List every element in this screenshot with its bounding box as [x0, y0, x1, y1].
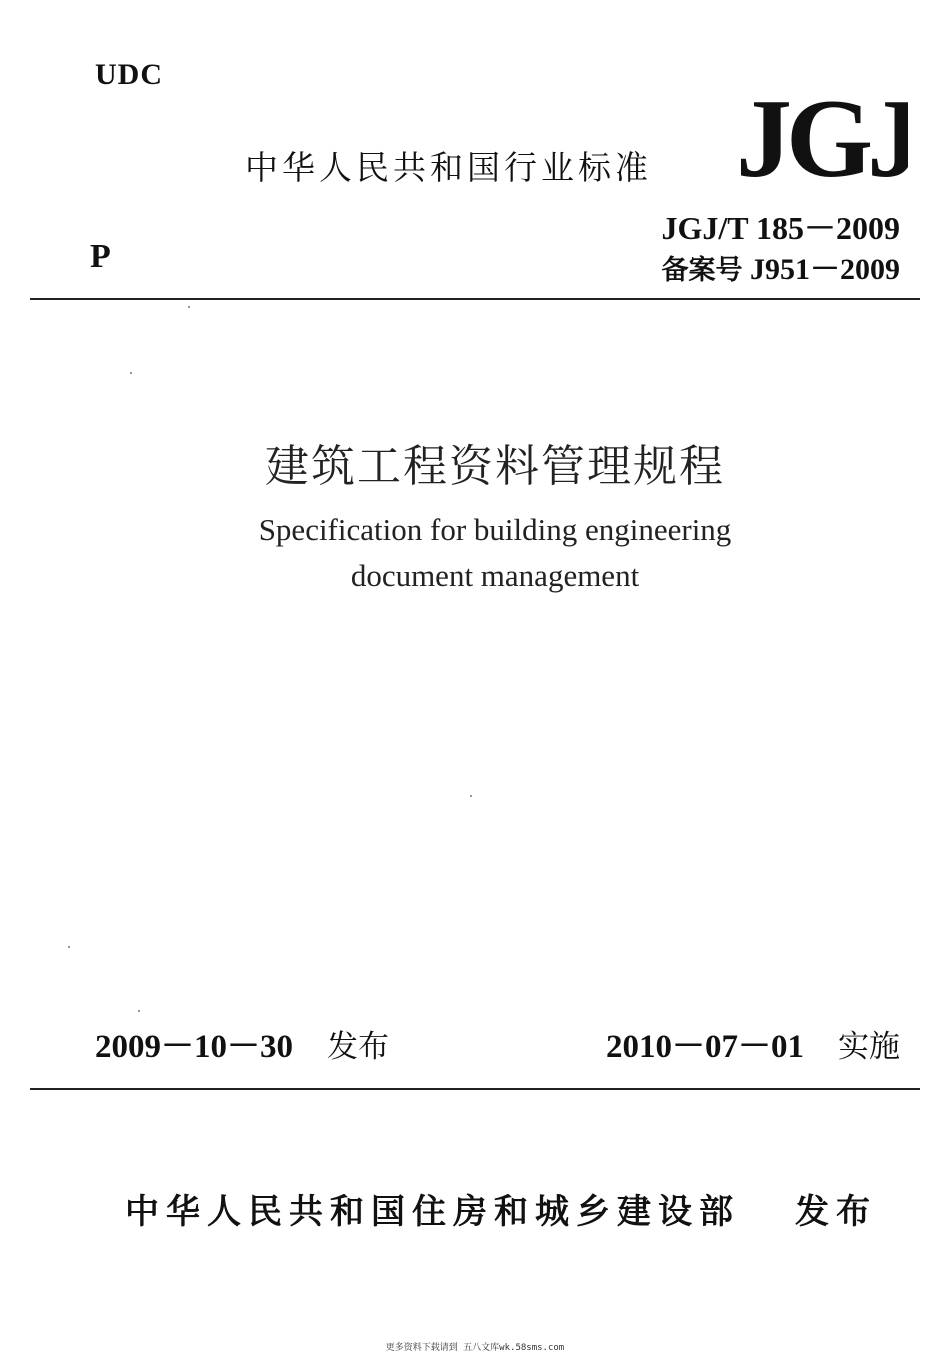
classification-code: P: [90, 238, 111, 275]
effective-label: 实施: [838, 1029, 900, 1065]
title-english-line2: document management: [350, 558, 640, 593]
scan-speck: [68, 946, 70, 948]
publisher-line: [125, 1184, 877, 1233]
title-english-line1: Specification for building engineering: [258, 512, 732, 547]
issue-date: 2009－10－30: [95, 1029, 293, 1065]
title-chinese: 建筑工程资料管理规程: [265, 441, 725, 492]
udc-label: UDC: [95, 58, 163, 91]
standard-number: JGJ/T 185－2009: [661, 210, 900, 246]
publisher-action: 发布: [795, 1192, 877, 1232]
scan-speck: [188, 306, 190, 308]
jgj-logo-text: JGJ: [736, 86, 908, 182]
scan-speck: [470, 795, 472, 797]
industry-standard-heading: 中华人民共和国行业标准: [245, 148, 652, 187]
record-label: 备案号: [661, 255, 743, 286]
issue-date-line: [95, 1020, 389, 1067]
jgj-logo-graphic: [736, 86, 908, 182]
effective-date-line: [606, 1020, 900, 1067]
scan-speck: [130, 372, 132, 374]
record-number-line: [662, 244, 901, 288]
scan-speck: [138, 1010, 140, 1012]
record-number: J951－2009: [750, 253, 900, 286]
footer-download-note: 更多资料下载请到 五八文库wk.58sms.com: [385, 1343, 565, 1353]
top-divider: [30, 298, 920, 300]
issue-label: 发布: [327, 1029, 389, 1065]
effective-date: 2010－07－01: [606, 1029, 804, 1065]
jgj-logo: [736, 86, 908, 182]
publisher-name: 中华人民共和国住房和城乡建设部: [125, 1192, 740, 1232]
bottom-divider: [30, 1088, 920, 1090]
